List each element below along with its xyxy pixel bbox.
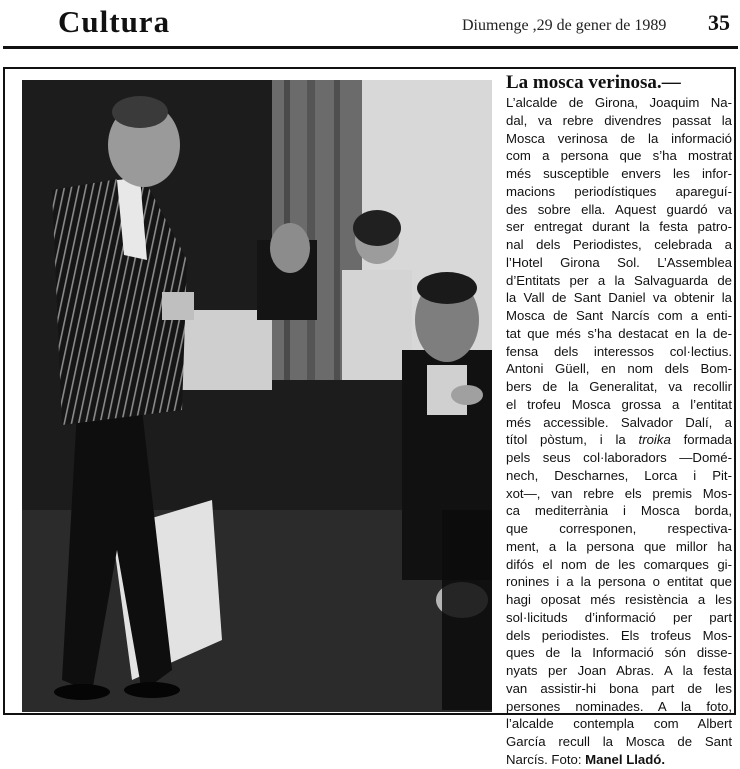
body-line: la Vall de Sant Daniel va obtenir la [506, 290, 732, 306]
body-line: que corresponen, respectiva- [506, 521, 732, 536]
body-line: García recull la Mosca de Sant [506, 734, 732, 749]
issue-date: Diumenge ,29 de gener de 1989 [462, 17, 667, 34]
body-line: d’Entitats per a la Salvaguarda de [506, 272, 732, 288]
body-line: l’Hotel Girona Sol. L’Assemblea [506, 254, 732, 270]
body-line: nech, Descharnes, Lorca i Pit- [506, 467, 732, 483]
body-line: bers de la Generalitat, va recollir [506, 379, 732, 394]
body-line: nyats per Joan Abras. A la festa [506, 663, 732, 678]
header-rule [3, 46, 738, 49]
body-line: hagi oposat més resistència a les [506, 592, 732, 607]
body-line: xot—, van rebre els premis Mos- [506, 485, 732, 501]
body-line: ronines i a la persona o entitat que [506, 574, 732, 590]
body-line: ment, a la persona que millor ha [506, 538, 732, 554]
article-body [506, 94, 732, 769]
body-line: el trofeu Mosca grossa a l’entitat [506, 396, 732, 412]
news-photo [22, 80, 492, 712]
body-line: difós el nom de les comarques gi- [506, 556, 732, 572]
body-line: més accessible. Salvador Dalí, a [506, 414, 732, 430]
body-line: Mosca de Sant Narcís com a enti- [506, 308, 732, 323]
article-column [506, 72, 732, 769]
body-line: des sobre ella. Aquest guardó va [506, 201, 732, 217]
page-number: 35 [708, 10, 730, 35]
body-line: ser entregat durant la festa patro- [506, 219, 732, 235]
body-line: sol·licituds d’informació per part [506, 609, 732, 625]
body-line: Antoni Güell, en nom dels Bom- [506, 361, 732, 377]
body-line: pels seus col·laboradors —Domé- [506, 450, 732, 465]
body-line-troika: títol pòstum, i la troika formada [506, 432, 732, 448]
body-line: ca mediterrània i Mosca borda, [506, 503, 732, 519]
body-line: l’alcalde contempla com Albert [506, 716, 732, 732]
body-line: tat que més s’ha destacat en la de- [506, 325, 732, 341]
body-line: Mosca verinosa de la informació [506, 130, 732, 146]
body-line: com a persona que s’ha mostrat [506, 148, 732, 164]
body-line: macions periodístiques apareguí- [506, 183, 732, 199]
article-headline: La mosca verinosa.— [506, 72, 681, 93]
section-title: Cultura [58, 4, 171, 39]
body-line: van assistir-hi bona part de les [506, 680, 732, 696]
troika-word: troika [638, 432, 671, 448]
body-line-last: Narcís. Foto: Manel Lladó. [506, 751, 666, 767]
body-line: ques de la Informació són disse- [506, 645, 732, 661]
body-line: més susceptible envers les infor- [506, 166, 732, 181]
body-line: dal, va rebre divendres passat la [506, 112, 732, 128]
body-line: L’alcalde de Girona, Joaquim Na- [506, 95, 732, 110]
photo-credit: Manel Lladó. [585, 751, 666, 767]
body-line: persones nominades. A la foto, [506, 698, 732, 714]
photo-scene [22, 80, 492, 712]
body-line: nal dels Periodistes, celebrada a [506, 237, 732, 252]
body-line: dels periodistes. Els trofeus Mos- [506, 627, 732, 643]
body-line: fensa dels interessos col·lectius. [506, 343, 732, 359]
